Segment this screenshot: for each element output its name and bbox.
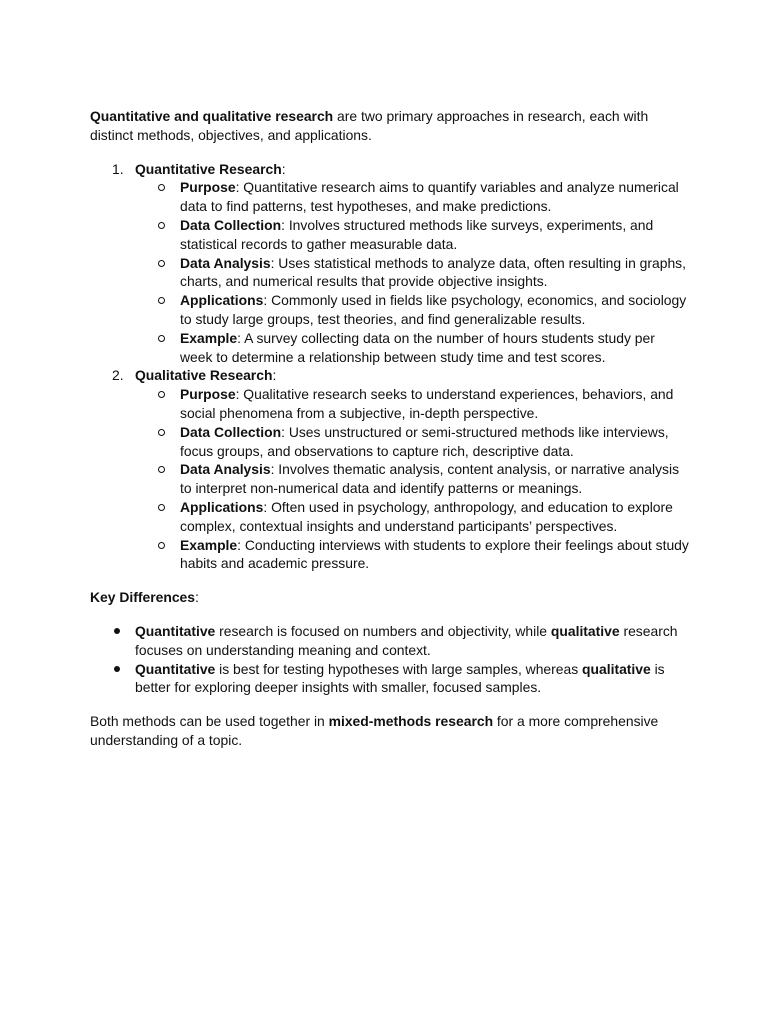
section-quantitative (90, 160, 690, 367)
document-body (90, 107, 690, 750)
item-text: : Involves thematic analysis, content analysis, or narrative analysis to interpret non-numerical data and identify patterns or meanings. (180, 461, 680, 497)
quantitative-sublist (135, 178, 690, 366)
list-item (90, 660, 690, 698)
closing-text-before: Both methods can be used together in (90, 713, 329, 730)
hollow-bullet-icon (158, 297, 165, 304)
section-number: 1. (112, 160, 124, 177)
item-label: Data Collection (180, 423, 282, 440)
closing-bold: mixed-methods research (328, 713, 494, 730)
key-differences-heading (90, 588, 690, 607)
item-label: Data Analysis (180, 461, 271, 478)
hollow-bullet-icon (158, 466, 165, 473)
qualitative-sublist (135, 385, 690, 573)
item-label: Example (180, 536, 238, 553)
hollow-bullet-icon (158, 335, 165, 342)
intro-paragraph (90, 107, 690, 145)
item-label: Purpose (180, 386, 236, 403)
item-text: : Uses statistical methods to analyze data, often resulting in graphs, charts, and numerical results that provide objective insights. (180, 254, 686, 290)
list-item (135, 216, 690, 254)
item-label: Example (180, 329, 238, 346)
hollow-bullet-icon (158, 504, 165, 511)
key-differences-list (90, 622, 690, 697)
closing-text-after: for a more comprehensive understanding of a topic. (90, 713, 659, 748)
diff-bold-1: Quantitative (135, 660, 216, 677)
section-title: Quantitative Research (135, 160, 282, 177)
research-sections-list (90, 160, 690, 574)
section-qualitative (90, 366, 690, 573)
list-item (90, 622, 690, 660)
list-item (135, 498, 690, 536)
hollow-bullet-icon (158, 184, 165, 191)
item-text: : Uses unstructured or semi-structured methods like interviews, focus groups, and observations to capture rich, descriptive data. (180, 423, 669, 459)
hollow-bullet-icon (158, 391, 165, 398)
diff-text-2: research focuses on understanding meaning and context. (135, 622, 678, 658)
diff-text-1: is best for testing hypotheses with large samples, whereas (215, 660, 583, 677)
key-differences-colon: : (195, 589, 199, 606)
item-label: Applications (180, 292, 264, 309)
hollow-bullet-icon (158, 260, 165, 267)
list-item (135, 291, 690, 329)
diff-text-2: is better for exploring deeper insights with smaller, focused samples. (135, 660, 665, 696)
list-item (135, 329, 690, 367)
section-title-colon: : (272, 367, 277, 384)
list-item (135, 385, 690, 423)
section-number: 2. (112, 367, 124, 384)
key-differences-title: Key Differences (90, 589, 196, 606)
item-text: : Qualitative research seeks to understand experiences, behaviors, and social phenomena from a subjective, in-depth perspective. (180, 386, 674, 421)
diff-text-1: research is focused on numbers and objectivity, while (215, 622, 551, 639)
item-text: : Quantitative research aims to quantify variables and analyze numerical data to find patterns, test hypotheses, and make predictions. (180, 179, 679, 215)
list-item (135, 536, 690, 574)
diff-bold-2: qualitative (550, 622, 620, 639)
item-label: Data Analysis (180, 254, 271, 271)
list-item (135, 423, 690, 461)
item-text: : Involves structured methods like surveys, experiments, and statistical records to gather measurable data. (180, 216, 654, 252)
section-title: Qualitative Research (135, 367, 273, 384)
item-label: Purpose (180, 179, 236, 196)
hollow-bullet-icon (158, 542, 165, 549)
intro-text: are two primary approaches in research, each with distinct methods, objectives, and applications. (90, 108, 649, 143)
item-label: Data Collection (180, 216, 282, 233)
diff-bold-2: qualitative (582, 660, 651, 677)
closing-paragraph (90, 712, 690, 750)
item-text: : Often used in psychology, anthropology, and education to explore complex, contextual insights and understand participants’ perspectives. (180, 498, 673, 534)
list-item (135, 460, 690, 498)
list-item (135, 254, 690, 292)
filled-bullet-icon (114, 666, 120, 672)
item-text: : Commonly used in fields like psychology, economics, and sociology to study large groups, test theories, and find generalizable results. (180, 292, 687, 327)
section-title-colon: : (281, 160, 286, 177)
hollow-bullet-icon (158, 429, 165, 436)
intro-bold: Quantitative and qualitative research (90, 108, 334, 124)
item-text: : Conducting interviews with students to explore their feelings about study habits and academic pressure. (180, 536, 689, 572)
item-label: Applications (180, 498, 264, 515)
list-item (135, 178, 690, 216)
item-text: : A survey collecting data on the number of hours students study per week to determine a relationship between study time and test scores. (180, 329, 655, 365)
hollow-bullet-icon (158, 222, 165, 229)
filled-bullet-icon (114, 628, 120, 634)
diff-bold-1: Quantitative (135, 622, 216, 639)
